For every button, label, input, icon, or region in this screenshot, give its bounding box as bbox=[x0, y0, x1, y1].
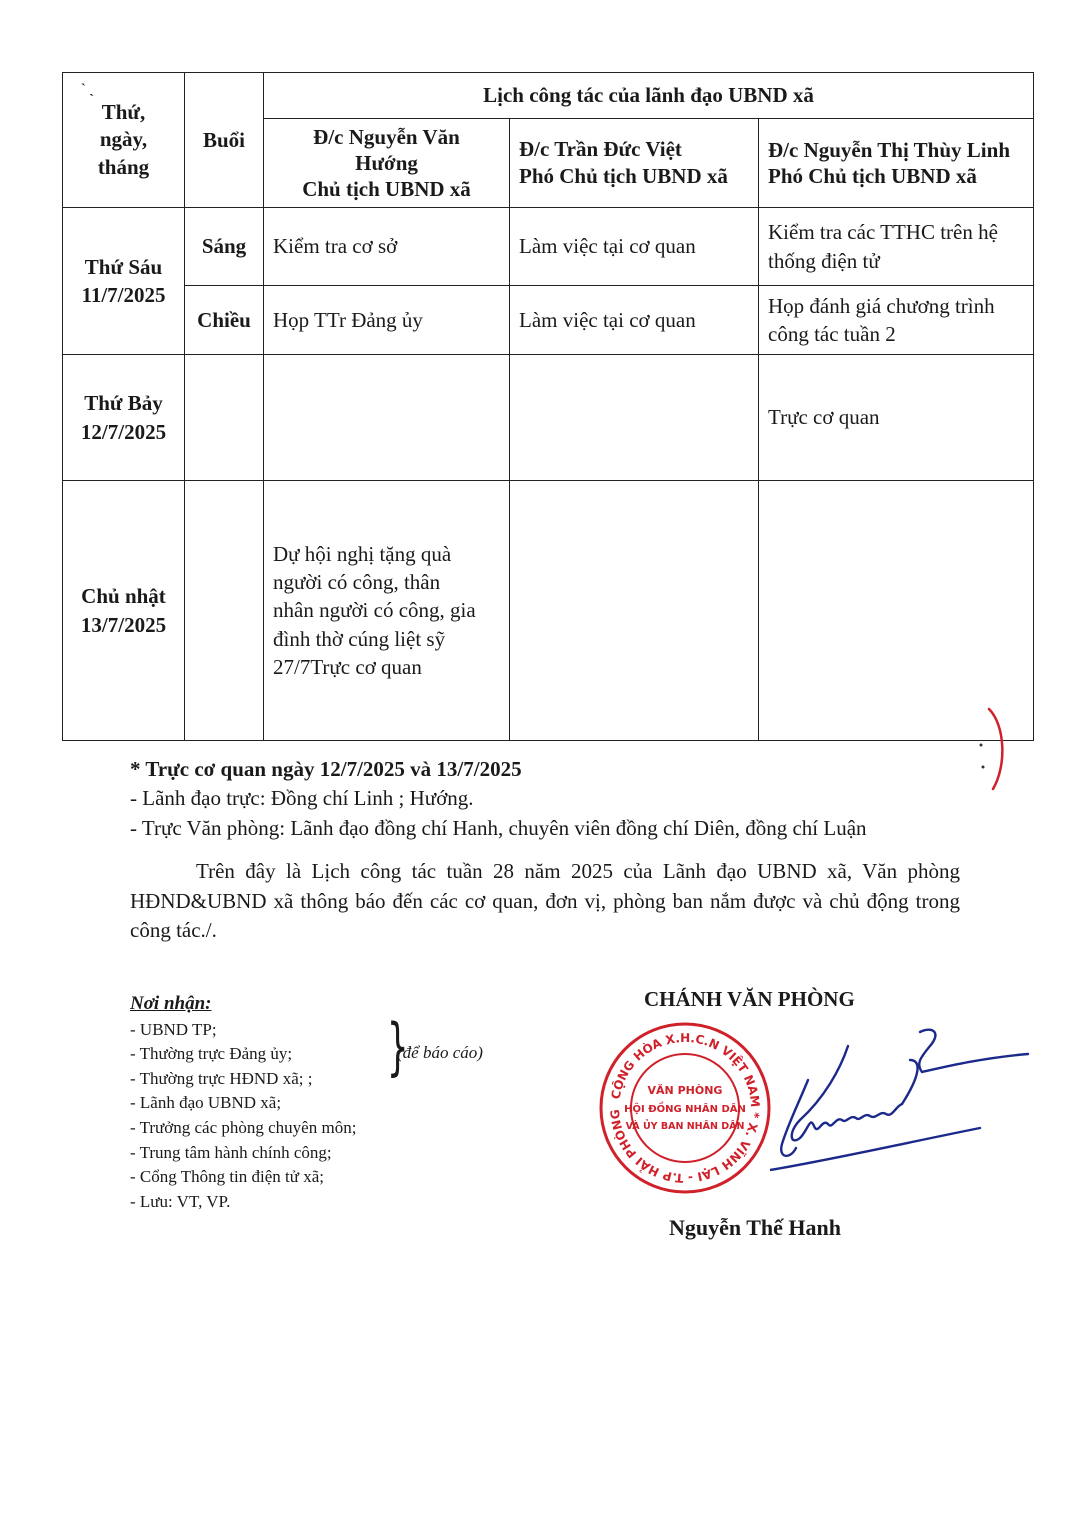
recipient-item: - UBND TP; bbox=[130, 1019, 217, 1039]
session-cell: Chiều bbox=[185, 286, 264, 355]
recipient-item: - Trung tâm hành chính công; bbox=[130, 1142, 332, 1162]
schedule-cell: Làm việc tại cơ quan bbox=[510, 286, 759, 355]
scan-mark: ˋ ˎ bbox=[81, 82, 94, 97]
closing-paragraph: Trên đây là Lịch công tác tuần 28 năm 2025 của Lãnh đạo UBND xã, Văn phòng HĐND&UBND xã thông báo đến các cơ quan, đơn vị, phòng ban nắm được và chủ động trong công tác./. bbox=[130, 859, 960, 942]
signer-title: CHÁNH VĂN PHÒNG bbox=[644, 987, 855, 1011]
stamp-line-1: VĂN PHÒNG bbox=[647, 1084, 723, 1097]
recipient-item: - Thường trực HĐND xã; ; bbox=[130, 1068, 313, 1088]
session-cell bbox=[185, 355, 264, 481]
schedule-cell bbox=[759, 481, 1034, 741]
header-leader-1 bbox=[264, 119, 510, 208]
leader-3-name: Đ/c Nguyễn Thị Thùy Linh bbox=[768, 137, 1010, 162]
schedule-cell: Làm việc tại cơ quan bbox=[510, 208, 759, 286]
table-row bbox=[63, 286, 1034, 355]
schedule-cell: Họp đánh giá chương trình công tác tuần 2 bbox=[759, 286, 1034, 355]
handwritten-signature-icon bbox=[770, 1020, 1040, 1210]
header-day-column bbox=[63, 73, 185, 208]
recipient-item: - Trưởng các phòng chuyên môn; bbox=[130, 1118, 357, 1138]
schedule-cell bbox=[510, 355, 759, 481]
schedule-cell bbox=[264, 355, 510, 481]
duty-notes bbox=[130, 755, 960, 945]
leader-3-role: Phó Chủ tịch UBND xã bbox=[768, 164, 977, 188]
day-cell: Chủ nhật 13/7/2025 bbox=[63, 481, 185, 741]
table-row bbox=[63, 208, 1034, 286]
red-margin-mark-icon bbox=[975, 705, 1015, 795]
session-cell: Sáng bbox=[185, 208, 264, 286]
duty-leaders: - Lãnh đạo trực: Đồng chí Linh ; Hướng. bbox=[130, 786, 474, 811]
stamp-ring-text: CỘNG HÒA X.H.C.N VIỆT NAM * X. VĨNH LẠI - T.P HẢI PHÒNG bbox=[607, 1030, 763, 1186]
leader-1-role: Chủ tịch UBND xã bbox=[302, 177, 471, 202]
brace-note: (để báo cáo) bbox=[397, 1043, 483, 1062]
office-stamp-icon bbox=[595, 1018, 775, 1198]
recipient-item: - Thường trực Đảng ủy; bbox=[130, 1044, 293, 1064]
schedule-cell: Họp TTr Đảng ủy bbox=[264, 286, 510, 355]
recipient-item: - Lãnh đạo UBND xã; bbox=[130, 1093, 282, 1113]
header-day-label: Thứ, ngày, tháng bbox=[97, 100, 150, 179]
recipients-block bbox=[130, 990, 550, 1215]
table-row bbox=[63, 355, 1034, 481]
header-session-column: Buổi bbox=[185, 73, 264, 208]
leader-2-name: Đ/c Trần Đức Việt bbox=[519, 136, 682, 161]
schedule-cell: Kiểm tra cơ sở bbox=[264, 208, 510, 286]
duty-title: * Trực cơ quan ngày 12/7/2025 và 13/7/2025 bbox=[130, 757, 522, 781]
header-leader-2 bbox=[510, 119, 759, 208]
day-cell: Thứ Bảy 12/7/2025 bbox=[63, 355, 185, 481]
stamp-line-2: HỘI ĐỒNG NHÂN DÂN bbox=[624, 1104, 746, 1115]
brace-icon: } bbox=[386, 1010, 409, 1083]
duty-office: - Trực Văn phòng: Lãnh đạo đồng chí Hanh, chuyên viên đồng chí Diên, đồng chí Luận bbox=[130, 815, 867, 840]
schedule-cell bbox=[510, 481, 759, 741]
leader-1-name: Đ/c Nguyễn Văn Hướng bbox=[313, 124, 460, 175]
day-cell: Thứ Sáu 11/7/2025 bbox=[63, 208, 185, 355]
schedule-cell: Kiểm tra các TTHC trên hệ thống điện tử bbox=[759, 208, 1034, 286]
schedule-table bbox=[62, 72, 1034, 741]
recipient-item: - Lưu: VT, VP. bbox=[130, 1192, 231, 1212]
stamp-line-3: VÀ ỦY BAN NHÂN DÂN bbox=[625, 1121, 745, 1132]
schedule-cell: Trực cơ quan bbox=[759, 355, 1034, 481]
leader-2-role: Phó Chủ tịch UBND xã bbox=[519, 164, 728, 188]
header-leader-3 bbox=[759, 119, 1034, 208]
signer-name: Nguyễn Thế Hanh bbox=[669, 1215, 841, 1240]
recipients-title: Nơi nhận: bbox=[130, 993, 212, 1014]
header-group-title: Lịch công tác của lãnh đạo UBND xã bbox=[264, 73, 1034, 119]
schedule-cell: Dự hội nghị tặng quà người có công, thân nhân người có công, gia đình thờ cúng liệt sỹ 27/7Trực cơ quan bbox=[264, 481, 510, 741]
session-cell bbox=[185, 481, 264, 741]
recipient-item: - Cổng Thông tin điện tử xã; bbox=[130, 1167, 324, 1187]
table-row bbox=[63, 481, 1034, 741]
